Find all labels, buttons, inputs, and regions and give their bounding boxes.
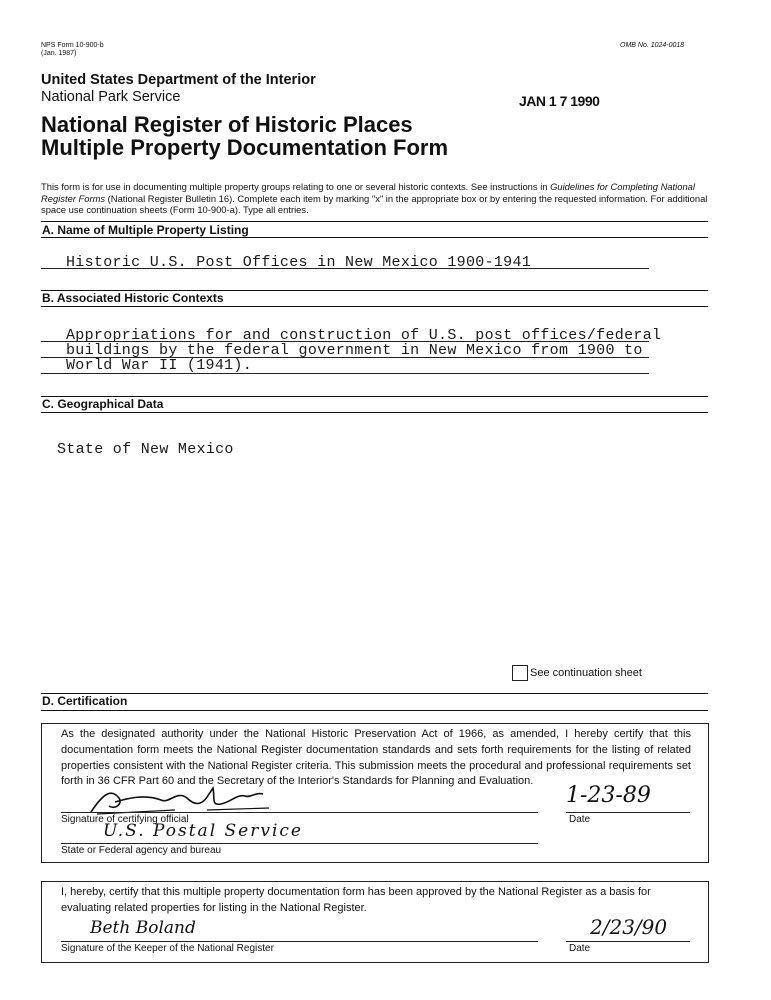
keeper-signature: Beth Boland [90,918,196,938]
section-d-title: D. Certification [42,694,128,708]
continuation-label: See continuation sheet [530,667,642,679]
form-title-line1: National Register of Historic Places [41,112,413,137]
section-d-bottom-rule [41,710,708,711]
keeper-date-line [566,941,690,942]
keeper-date-label: Date [569,943,591,954]
keeper-date-handwritten: 2/23/90 [590,915,668,939]
signature-line [61,812,538,813]
form-date: (Jan. 1987) [41,50,77,57]
instructions-part1: This form is for use in documenting multiple property groups relating to one or several historic contexts. See instructions in [41,181,551,192]
section-b-line3 [41,373,649,374]
keeper-signature-label: Signature of the Keeper of the National Register [61,943,274,954]
multiple-property-name: Historic U.S. Post Offices in New Mexico 1900-1941 [66,254,532,271]
historic-context-line3: World War II (1941). [66,357,253,374]
instructions [41,181,709,216]
geographical-data: State of New Mexico [57,441,234,458]
historic-context-line2: buildings by the federal government in New Mexico from 1900 to [66,342,643,359]
section-b-title: B. Associated Historic Contexts [42,291,224,305]
instructions-part2: (National Register Bulletin 16). Complete each item by marking "x" in the appropriate box or by entering the requested information. For additional space use continuation sheets (Form 10-900-a). Type all entries. [41,192,708,216]
instructions-guidelines-title: Guidelines for Completing National Register Forms [41,181,695,204]
omb-number: OMB No. 1024-0018 [620,42,685,49]
section-d-top-rule [41,693,708,694]
section-c-bottom-rule [41,412,708,413]
section-c-title: C. Geographical Data [42,397,164,411]
historic-context-line1: Appropriations for and construction of U.S. post offices/federal [66,327,662,344]
approval-statement: I, hereby, certify that this multiple property documentation form has been approved by the National Register as a basis for evaluating related properties for listing in the National Register. [61,886,651,914]
section-b-bottom-rule [41,306,708,307]
form-title-line2: Multiple Property Documentation Form [41,135,449,160]
section-a-title: A. Name of Multiple Property Listing [42,223,249,237]
section-a-line [41,268,649,269]
agency-handwritten: U.S. Postal Service [103,821,303,841]
section-a-bottom-rule [41,237,708,238]
certification-date-handwritten: 1-23-89 [566,783,651,808]
keeper-signature-line [61,941,538,942]
service-name: National Park Service [41,89,181,105]
date-line [566,812,690,813]
received-stamp: JAN 1 7 1990 [519,93,600,109]
continuation-checkbox[interactable] [512,665,528,681]
date-label: Date [569,814,591,825]
form-number: NPS Form 10-900-b [41,42,104,49]
agency-label: State or Federal agency and bureau [61,845,222,856]
agency-line [61,843,538,844]
section-a-top-rule [41,221,708,222]
signature-label: Signature of certifying official [61,814,189,825]
certification-statement: As the designated authority under the National Historic Preservation Act of 1966, as amended, I hereby certify that this documentation form meets the National Register documentation standards and sets forth requirements for the listing of related properties consistent with the National Register criteria. This submission meets the procedural and professional requirements set forth in 36 CFR Part 60 and the Secretary of the Interior's Standards for Planning and Evaluation. [61,728,691,788]
department-name: United States Department of the Interior [41,72,316,88]
